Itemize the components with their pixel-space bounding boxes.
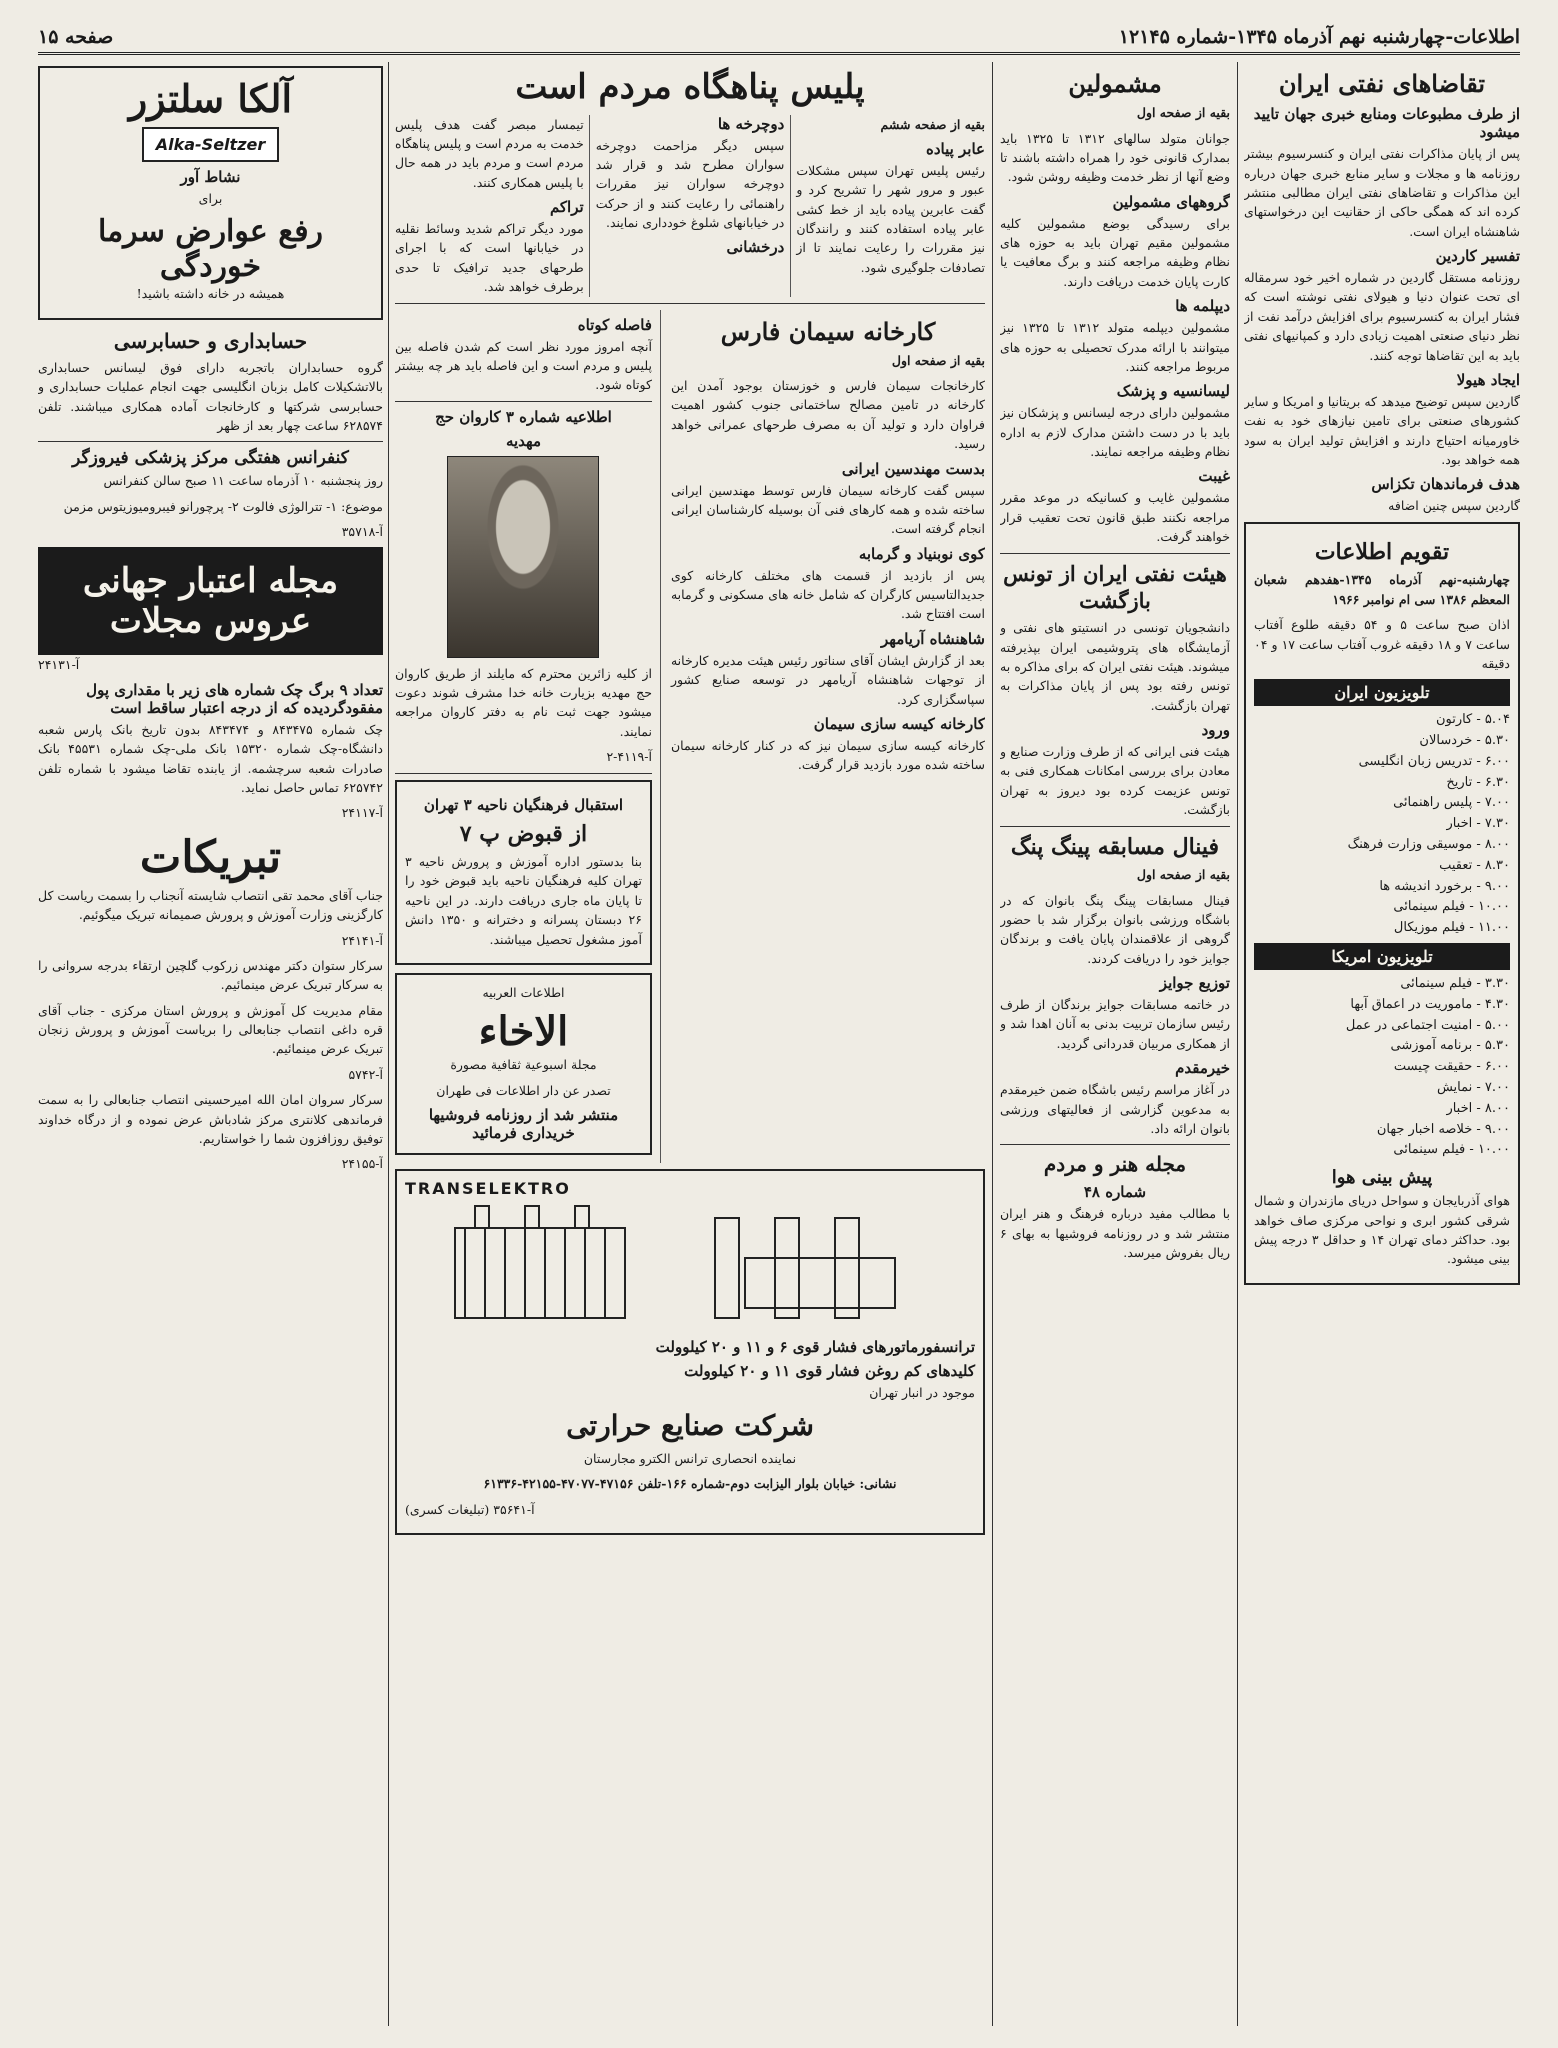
calendar-title: تقویم اطلاعات bbox=[1314, 538, 1450, 565]
header-issue-info: اطلاعات-چهارشنبه نهم آذرماه ۱۳۴۵-شماره ۱۲۱۴۵ bbox=[1118, 26, 1520, 48]
portrait-photo bbox=[447, 456, 599, 658]
alka-ad bbox=[38, 66, 383, 320]
schedule-item: ۷.۳۰ - اخبار bbox=[1446, 816, 1510, 832]
cement-body: کارخانجات سیمان فارس و خوزستان بوجود آمدن این کارخانه در تامین مصالح ساختمانی جنوب کشور اهمیت فراوان دارد و تولید آن به مصرف طرحهای عمرانی خواهد رسید. bbox=[670, 378, 985, 452]
page-header bbox=[38, 22, 1520, 55]
hajj-code: آ-۴۱۱۹-۲ bbox=[606, 749, 652, 765]
police-subhead: تراکم bbox=[549, 198, 584, 216]
ekha-note: منتشر شد از روزنامه فروشیها خریداری فرمائید bbox=[428, 1106, 619, 1143]
police-paragraph: رئیس پلیس تهران سپس مشکلات عبور و مرور شهر را تشریح کرد و گفت عابرین پیاده باید از خط کشی عابر پیاده استفاده کنند و رانندگان نیز مقررات را رعایت نمایند تا از تصادفات جلوگیری شود. bbox=[796, 162, 985, 275]
police-title: پلیس پناهگاه مردم است bbox=[515, 67, 865, 107]
schedule-item: ۱۰.۰۰ - فیلم سینمائی bbox=[1393, 899, 1510, 915]
conscripts-subhead: غیبت bbox=[1198, 467, 1230, 486]
conscripts-subhead: دیپلمه ها bbox=[1175, 297, 1230, 316]
transformer-address: نشانی: خیابان بلوار الیزابت دوم-شماره ۱۶۶-تلفن ۴۷۱۵۶-۴۷۰۷۷-۴۲۱۵۵-۶۱۳۳۶ bbox=[483, 1476, 897, 1492]
alka-package: Alka-Seltzer bbox=[142, 127, 280, 162]
pingpong-cont: بقیه از صفحه اول bbox=[1136, 867, 1230, 883]
schedule-item: ۶.۳۰ - تاریخ bbox=[1446, 774, 1510, 790]
esteqbal-box bbox=[395, 780, 652, 965]
ekha-publisher: اطلاعات العربیه bbox=[482, 984, 565, 1000]
tv1-schedule bbox=[1254, 710, 1510, 939]
cement-column bbox=[671, 310, 985, 1164]
conscripts-title: مشمولین bbox=[1068, 69, 1162, 98]
conscripts-paragraph: مشمولین دیپلمه متولد ۱۳۱۲ تا ۱۳۲۵ نیز میتوانند با ارائه مدرک تحصیلی به حوزه های مربوط مراجعه کنند. bbox=[1000, 320, 1230, 374]
police-paragraph: سپس دیگر مزاحمت دوچرخه سواران مطرح شد و قرار شد دوچرخه سواران نیز مقررات راهنمائی را رعایت کنند و از حرکت در خیابانهای شلوغ خودداری نمایند. bbox=[595, 137, 785, 230]
transformer-illustration bbox=[415, 1198, 975, 1328]
schedule-item: ۵.۰۴ - کارتون bbox=[1435, 712, 1510, 728]
cement-subhead: کوی نوبنیاد و گرمابه bbox=[858, 544, 985, 563]
middle-row bbox=[395, 310, 985, 1164]
pingpong-body: فینال مسابقات پینگ پنگ بانوان که در باشگاه ورزشی بانوان برگزار شد با حضور گروهی از علاقمندان پایان یافت و برندگان جوایز خود را دریافت کردند. bbox=[1000, 892, 1230, 966]
schedule-item: ۱۰.۰۰ - فیلم سینمائی bbox=[1393, 1142, 1510, 1158]
oil-lead: از طرف مطبوعات ومنابع خبری جهان تایید میشود bbox=[1253, 105, 1520, 142]
majalle-line2: عروس مجلات bbox=[109, 601, 312, 642]
alka-note: همیشه در خانه داشته باشید! bbox=[136, 286, 285, 302]
oil-body: پس از پایان مذاکرات نفتی ایران و کنسرسیوم بیشتر روزنامه ها و مجلات و ساير منابع خبری جهان درباره این مذاکرات و تقاضاهای نفتی ایران مطالبی منتشر کرده اند که همگی حاکی از حقانیت این درخواستهای شاهنشاه ایران است. bbox=[1244, 146, 1520, 239]
police-paragraph: مورد دیگر تراکم شدید وسائط نقلیه در خیابانها است که با اجرای طرحهای جدید ترافیک تا حدی برطرف خواهد شد. bbox=[395, 221, 584, 295]
transformer-company: شرکت صنایع حرارتی bbox=[566, 1409, 814, 1443]
transformer-caption2: کلیدهای کم روغن فشار قوی ۱۱ و ۲۰ کیلوولت bbox=[684, 1362, 975, 1381]
majalle-line1: مجله اعتبار جهانی bbox=[82, 561, 339, 602]
tunis-body: دانشجویان تونسی در انستیتو های نفتی و آزمایشگاه های پتروشیمی ایران بپذیرفته میشوند. هیئت نفتی ایران که برای مذاکره به تونس رفته بود پس از پایان مذاکرات به تهران بازگشت. bbox=[1000, 620, 1230, 713]
pingpong-paragraph: در آغاز مراسم رئیس باشگاه ضمن خیرمقدم به مدعوین گزارشی از فعالیتهای ورزشی بانوان ارائه داد. bbox=[1000, 1082, 1230, 1136]
transformer-company-sub: نماینده انحصاری ترانس الکترو مجارستان bbox=[583, 1450, 797, 1466]
tv1-title: تلویزیون ایران bbox=[1254, 679, 1510, 706]
alka-big: رفع عوارض سرما خوردگی bbox=[97, 214, 324, 285]
column-divider bbox=[992, 62, 993, 2026]
schedule-item: ۵.۰۰ - امنیت اجتماعی در عمل bbox=[1345, 1017, 1510, 1033]
majalle-code: آ-۲۴۱۳۱ bbox=[38, 657, 80, 673]
tabrik-entry: مقام مدیریت کل آموزش و پرورش استان مرکزی - جناب آقای قره داغی انتصاب جنابعالی را بریاست آموزش و پرورش زنجان تبریک عرض مینمائیم. bbox=[38, 1002, 383, 1057]
conscripts-paragraph: برای رسیدگی بوضع مشمولین کلیه مشمولین مقیم تهران باید به حوزه های نظام وظیفه مراجعه کنند و برگ معافیت یا کارت پایان خدمت دریافت دارند. bbox=[1000, 215, 1230, 289]
pingpong-paragraph: در خاتمه مسابقات جوایز برندگان از طرف رئیس سازمان تربیت بدنی به آنان اهدا شد و از همکاری مربیان قدردانی گردید. bbox=[1000, 997, 1230, 1051]
tabrik-code: آ-۲۴۱۴۱ bbox=[341, 932, 383, 948]
alka-title: آلکا سلتزر bbox=[128, 76, 293, 121]
oil-paragraph: گاردین سپس چنین اضافه bbox=[1388, 498, 1520, 514]
column-conscripts bbox=[1000, 62, 1230, 2026]
cement-title: کارخانه سیمان فارس bbox=[720, 316, 936, 346]
column-divider bbox=[1237, 62, 1238, 2026]
cement-subhead: شاهنشاه آریامهر bbox=[881, 629, 985, 648]
tv2-schedule bbox=[1254, 974, 1510, 1161]
short-distance-subhead: فاصله کوتاه bbox=[577, 315, 652, 334]
ekha-title: الاخاء bbox=[478, 1008, 569, 1056]
tabrik-code: آ-۲۴۱۵۵ bbox=[341, 1156, 383, 1172]
schedule-item: ۸.۰۰ - موسیقی وزارت فرهنگ bbox=[1347, 837, 1510, 853]
cement-paragraph: سپس گفت کارخانه سیمان فارس توسط مهندسین ایرانی ساخته شده و همه کارهای فنی آن بوسیله کارشناسان ایرانی انجام گرفته است. bbox=[670, 482, 985, 537]
oil-subhead: ایجاد هیولا bbox=[1456, 370, 1520, 389]
schedule-item: ۴.۳۰ - ماموریت در اعماق آبها bbox=[1350, 996, 1510, 1012]
majalle-ad bbox=[38, 547, 383, 655]
hajj-title: اطلاعیه شماره ۳ کاروان حج bbox=[435, 407, 612, 426]
schedule-item: ۷.۰۰ - پلیس راهنمائی bbox=[1393, 795, 1510, 811]
conscripts-body: جوانان متولد سالهای ۱۳۱۲ تا ۱۳۲۵ باید بمدارک قانونی خود را همراه داشته باشند تا وضع آنها از نظر خدمت وظیفه روشن شود. bbox=[1000, 130, 1230, 185]
police-subhead: درخشانی bbox=[726, 238, 785, 257]
accounting-title: حسابداری و حسابرسی bbox=[113, 328, 308, 353]
conference-title: کنفرانس هفتگی مرکز پزشکی فیروزگر bbox=[72, 448, 349, 469]
short-distance-body: آنچه امروز مورد نظر است کم شدن فاصله بین پلیس و مردم است و این فاصله باید هر چه بیشتر کوتاه شود. bbox=[395, 338, 652, 393]
conscripts-paragraph: مشمولین دارای درجه لیسانس و پزشکان نیز باید با در دست داشتن مدارک لازم به اداره نظام وظیفه مراجعه نمایند. bbox=[1000, 405, 1230, 460]
schedule-item: ۷.۰۰ - نمایش bbox=[1436, 1080, 1510, 1096]
police-subhead: دوچرخه ها bbox=[717, 114, 785, 133]
tv2-title: تلویزیون امریکا bbox=[1254, 943, 1510, 970]
police-subhead: عابر پیاده bbox=[925, 139, 985, 158]
tabrik-code: آ-۵۷۴۲ bbox=[348, 1066, 383, 1082]
oil-title: تقاضاهای نفتی ایران bbox=[1278, 69, 1486, 98]
conscripts-paragraph: مشمولین غایب و کسانیکه در موعد مقرر مراجعه نکنند طبق قانون تحت تعقیب قرار خواهند گرفت. bbox=[1000, 490, 1230, 545]
schedule-item: ۸.۰۰ - اخبار bbox=[1446, 1100, 1510, 1116]
column-oil-calendar bbox=[1244, 62, 1520, 2026]
weather-text: هوای آذربایجان و سواحل دریای مازندران و شمال شرقی کشور ابری و نواحی مرکزی صاف خواهد بود. حداکثر دمای تهران ۱۴ و حداقل ۳ درجه پیش بینی میشود. bbox=[1254, 1193, 1510, 1267]
police-cont: بقیه از صفحه ششم bbox=[880, 116, 985, 132]
schedule-item: ۶.۰۰ - حقیقت چیست bbox=[1393, 1059, 1510, 1075]
checks-code: آ-۲۴۱۱۷ bbox=[341, 805, 383, 821]
conscripts-subhead: گروههای مشمولین bbox=[1112, 192, 1230, 211]
transformer-brand: TRANSELEKTRO bbox=[405, 1179, 571, 1199]
calendar-azan: اذان صبح ساعت ۵ و ۵۴ دقیقه طلوع آفتاب ساعت ۷ و ۱۸ دقیقه غروب آفتاب ساعت ۱۷ و ۰۴ دقیقه bbox=[1254, 617, 1511, 671]
oil-article bbox=[1244, 68, 1520, 516]
circuit-breaker-icon bbox=[715, 1218, 895, 1318]
schedule-item: ۵.۳۰ - برنامه آموزشی bbox=[1390, 1038, 1510, 1054]
accounting-body: گروه حسابداران باتجربه دارای فوق لیسانس حسابداری بالاتشکیلات کامل بزبان انگلیسی جهت انجام عملیات حسابداری و حسابرسی شرکتها و کارخانجات آماده همکاری میباشند. تلفن ۶۲۸۵۷۴ ساعت چهار بعد از ظهر bbox=[38, 359, 383, 433]
esteqbal-title: استقبال فرهنگیان ناحیه ۳ تهران bbox=[423, 795, 624, 814]
pingpong-title: فینال مسابقه پینگ پنگ bbox=[1010, 833, 1220, 860]
ekha-sub: مجلة اسبوعية ثقافية مصورة bbox=[450, 1057, 597, 1073]
police-article bbox=[395, 115, 985, 297]
hajj-caption: از کلیه زائرین محترم که مایلند از طریق کاروان حج مهدیه بزیارت خانه خدا مشرف شوند دعوت میشود جهت ثبت نام به دفتر کاروان مراجعه نمایند. bbox=[395, 665, 652, 739]
schedule-item: ۶.۰۰ - تدریس زبان انگلیسی bbox=[1358, 753, 1510, 769]
oil-paragraph: روزنامه مستقل گاردین در شماره اخیر خود سرمقاله ای تحت عنوان دنیا و هیولای نفتی نوشته است که فشار ایران به کنسرسیوم برای افزایش درآمد نفت از نظر دنیای صنعتی اهمیت زیادی دارد و کمپانیهای نفتی باید به این تقاضاها توجه کنند. bbox=[1244, 270, 1520, 363]
header-page-number: صفحه ۱۵ bbox=[38, 26, 114, 48]
alka-product-image bbox=[48, 127, 373, 162]
hajj-sub: مهدیه bbox=[505, 431, 541, 450]
transformer-caption1: ترانسفورماتورهای فشار قوی ۶ و ۱۱ و ۲۰ کیلوولت bbox=[655, 1338, 975, 1357]
tabrik-entry: سرکار ستوان دکتر مهندس زرکوب گلچین ارتقاء بدرجه سروانی را به سرکار تبریک عرض مینمائیم. bbox=[38, 957, 383, 993]
column-divider bbox=[388, 62, 389, 2026]
ekha-ad bbox=[395, 973, 652, 1155]
alka-tag2: برای bbox=[198, 191, 223, 206]
transformer-ad bbox=[395, 1169, 985, 1535]
pingpong-subhead: توزیع جوایز bbox=[1159, 974, 1230, 992]
tabrik-entry: جناب آقای محمد تقی انتصاب شایسته آنجناب را بسمت ریاست کل کارگزینی وزارت آموزش و پرورش صمیمانه تبریک میگوئیم. bbox=[38, 887, 383, 923]
checks-title: تعداد ۹ برگ چک شماره های زیر با مقداری پول مفقودگردیده که از درجه اعتبار ساقط است bbox=[86, 680, 383, 717]
weather-title: پیش بینی هوا bbox=[1331, 1167, 1433, 1189]
column-ads bbox=[38, 62, 383, 2026]
conference-body: روز پنجشنبه ۱۰ آذرماه ساعت ۱۱ صبح سالن کنفرانس bbox=[103, 473, 383, 489]
tabrik-entry: سرکار سروان امان الله امیرحسینی انتصاب جنابعالی را به سمت فرماندهی کلانتری مرکز شادباش عرض نموده و از درگاه خداوند توفیق روزافزون شما را خواستاریم. bbox=[38, 1092, 383, 1146]
tunis-paragraph: هیئت فنی ایرانی که از طرف وزارت صنایع و معادن برای بررسی امکانات همکاری فنی به تونس عزیمت کرده بود دیروز به تهران بازگشت. bbox=[1000, 744, 1230, 818]
transformer-icon bbox=[455, 1206, 625, 1318]
pingpong-subhead: خیرمقدم bbox=[1175, 1059, 1230, 1078]
magazine-number: شماره ۴۸ bbox=[1083, 1183, 1147, 1202]
schedule-item: ۵.۳۰ - خردسالان bbox=[1419, 733, 1510, 749]
conference-code: آ-۳۵۷۱۸ bbox=[341, 524, 383, 539]
calendar-date: چهارشنبه-نهم آذرماه ۱۳۴۵-هفدهم شعبان المعظم ۱۳۸۶ سی ام نوامبر ۱۹۶۶ bbox=[1254, 572, 1510, 607]
oil-paragraph: گاردین سپس توضیح میدهد که بریتانیا و امریکا و سایر کشورهای صنعتی برای تامین نیازهای خود به نفت خاورمیانه احتیاج دارند و افزایش تولید ایران به سود همه خواهد بود. bbox=[1244, 393, 1520, 468]
oil-subhead: هدف فرماندهان تکزاس bbox=[1371, 475, 1520, 494]
transformer-stock: موجود در انبار تهران bbox=[869, 1385, 975, 1401]
cement-paragraph: کارخانه کیسه سازی سیمان نیز که در کنار کارخانه سیمان ساخته شده مورد بازدید قرار گرفت. bbox=[670, 737, 985, 773]
conference-topic: موضوع: ۱- تترالوژی فالوت ۲- پرچورانو فیبرومیوزیتوس مزمن bbox=[63, 498, 383, 514]
schedule-item: ۸.۳۰ - تعقیب bbox=[1439, 857, 1510, 873]
checks-body: چک شماره ۸۴۳۴۷۵ و ۸۴۳۴۷۴ بدون تاریخ بانک پارس شعبه دانشگاه-چک شماره ۱۵۳۲۰ بانک ملی-چک شماره ۴۵۵۳۱ بانک صادرات شعبه سرچشمه. از یابنده تقاضا میشود با شماره تلفن ۶۲۵۷۴۲ تماس حاصل نماید. bbox=[38, 721, 383, 795]
tabrik-title: تبریکات bbox=[139, 831, 282, 883]
conscripts-subhead: لیسانسیه و پزشک bbox=[1116, 382, 1230, 401]
cement-subhead: کارخانه کیسه سازی سیمان bbox=[813, 714, 985, 733]
magazine-title: مجله هنر و مردم bbox=[1043, 1152, 1187, 1177]
calendar-box bbox=[1244, 522, 1520, 1285]
cement-paragraph: پس از بازدید از قسمت های مختلف کارخانه کوی جدیدالتاسیس کارگران که شامل خانه های مسکونی و گرمابه است افتتاح شد. bbox=[670, 567, 985, 622]
tunis-title: هیئت نفتی ایران از تونس بازگشت bbox=[1003, 560, 1227, 613]
side-column bbox=[395, 310, 661, 1164]
transformer-code: آ-۳۵۶۴۱ (تبلیغات کسری) bbox=[405, 1501, 535, 1517]
cement-subhead: بدست مهندسین ایرانی bbox=[841, 459, 985, 478]
oil-subhead: تفسیر کاردین bbox=[1435, 247, 1520, 266]
cement-cont: بقیه از صفحه اول bbox=[891, 352, 985, 368]
schedule-item: ۱۱.۰۰ - فیلم موزیکال bbox=[1393, 920, 1510, 936]
schedule-item: ۹.۰۰ - خلاصه اخبار جهان bbox=[1376, 1121, 1510, 1137]
ekha-sub2: تصدر عن دار اطلاعات فی طهران bbox=[436, 1082, 611, 1098]
esteqbal-body: بنا بدستور اداره آموزش و پرورش ناحیه ۳ تهران کلیه فرهنگیان ناحیه باید قبوض خود را تا پایان ماه جاری دریافت دارند. در این ناحیه ۲۶ دبستان پسرانه و دخترانه و ۱۳۵۰ دانش آموز مشغول تحصیل میباشند. bbox=[405, 854, 642, 947]
esteqbal-big: از قبوض پ ۷ bbox=[459, 820, 588, 847]
schedule-item: ۳.۳۰ - فیلم سینمائی bbox=[1400, 976, 1510, 992]
center-block bbox=[395, 62, 985, 2026]
conscripts-cont: بقیه از صفحه اول bbox=[1136, 105, 1230, 121]
cement-paragraph: بعد از گزارش ایشان آقای سناتور رئیس هیئت مدیره کارخانه از توجهات شاهنشاه آریامهر در توسعه صنایع کشور سپاسگزاری کرد. bbox=[670, 652, 985, 707]
schedule-item: ۹.۰۰ - برخورد اندیشه ها bbox=[1379, 878, 1510, 894]
magazine-body: با مطالب مفید درباره فرهنگ و هنر ایران منتشر شد و در روزنامه فروشیها به بهای ۶ ریال بفروش میرسد. bbox=[1000, 1206, 1230, 1260]
tunis-subhead: ورود bbox=[1201, 721, 1230, 740]
police-paragraph: تیمسار مبصر گفت هدف پلیس خدمت به مردم است و پلیس پناهگاه مردم است و مردم باید در همه حال با پلیس همکاری کنند. bbox=[395, 116, 584, 190]
alka-tag1: نشاط آور bbox=[180, 168, 241, 186]
